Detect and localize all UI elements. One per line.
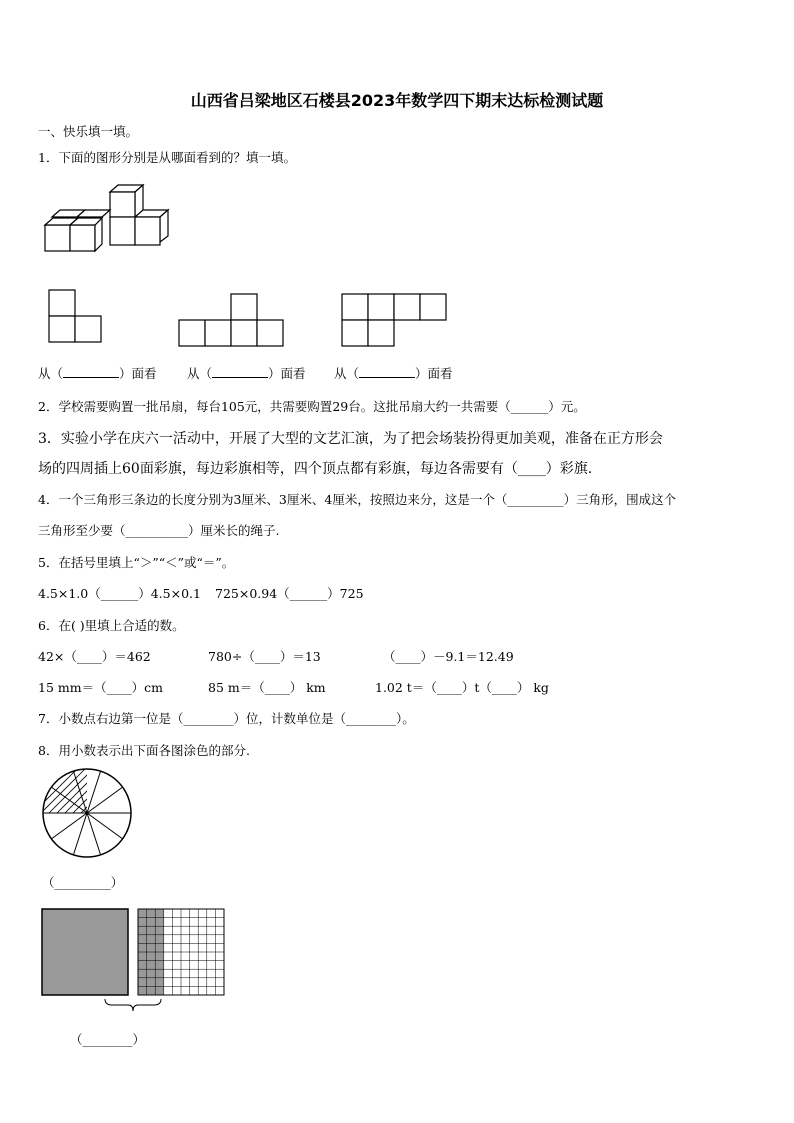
question-8: 8．用小数表示出下面各图涂色的部分. — [38, 743, 250, 758]
question-6: 6．在( )里填上合适的数。 — [38, 618, 185, 633]
question-1: 1．下面的图形分别是从哪面看到的？填一填。 — [38, 150, 296, 165]
shaded-circle-figure — [42, 768, 132, 858]
answer-blank-2: （________） — [70, 1032, 146, 1047]
view-figure-3 — [341, 293, 447, 347]
q6-row1-item2: 780÷（____）＝13 — [208, 649, 321, 664]
question-5-expr-1: 4.5×1.0（______）4.5×0.1 — [38, 586, 201, 601]
question-5: 5．在括号里填上“＞”“＜”或“＝”。 — [38, 555, 235, 570]
shaded-square-figure — [41, 908, 129, 996]
hundredths-grid-figure — [137, 908, 225, 996]
view-caption-1: 从（ ）面看 — [38, 366, 157, 381]
q6-row1-item1: 42×（____）＝462 — [38, 649, 151, 664]
question-5-expr-2: 725×0.94（______）725 — [215, 586, 364, 601]
q6-row1-item3: （____）－9.1＝12.49 — [383, 649, 514, 664]
view-caption-2: 从（ ）面看 — [187, 366, 306, 381]
view-caption-3: 从（ ）面看 — [334, 366, 453, 381]
page-title: 山西省吕梁地区石楼县2023年数学四下期末达标检测试题 — [190, 91, 604, 110]
view-figure-1 — [48, 289, 102, 343]
question-7: 7．小数点右边第一位是（________）位，计数单位是（________）。 — [38, 711, 415, 726]
question-4-line-2: 三角形至少要（__________）厘米长的绳子. — [38, 523, 280, 538]
section-heading: 一、快乐填一填。 — [38, 124, 139, 139]
q6-row2-item1: 15 mm＝（____）cm — [38, 680, 163, 695]
q6-row2-item2: 85 m＝（____） km — [208, 680, 326, 695]
question-2: 2．学校需要购置一批吊扇，每台105元，共需要购置29台。这批吊扇大约一共需要（______）元。 — [38, 399, 586, 414]
question-4-line-1: 4．一个三角形三条边的长度分别为3厘米、3厘米、4厘米，按照边来分，这是一个（_________）三角形，围成这个 — [38, 492, 677, 507]
brace-icon — [104, 998, 162, 1012]
cube-stack-figure — [44, 184, 168, 256]
question-3-line-1: 3．实验小学在庆六一活动中，开展了大型的文艺汇演，为了把会场装扮得更加美观，准备在正方形会 — [38, 431, 663, 447]
q6-row2-item3: 1.02 t＝（____）t（____） kg — [375, 680, 549, 695]
question-3-line-2: 场的四周插上60面彩旗，每边彩旗相等，四个顶点都有彩旗，每边各需要有（____）彩旗. — [38, 461, 593, 477]
view-figure-2 — [178, 293, 284, 347]
answer-blank-1: （_________） — [42, 875, 124, 890]
